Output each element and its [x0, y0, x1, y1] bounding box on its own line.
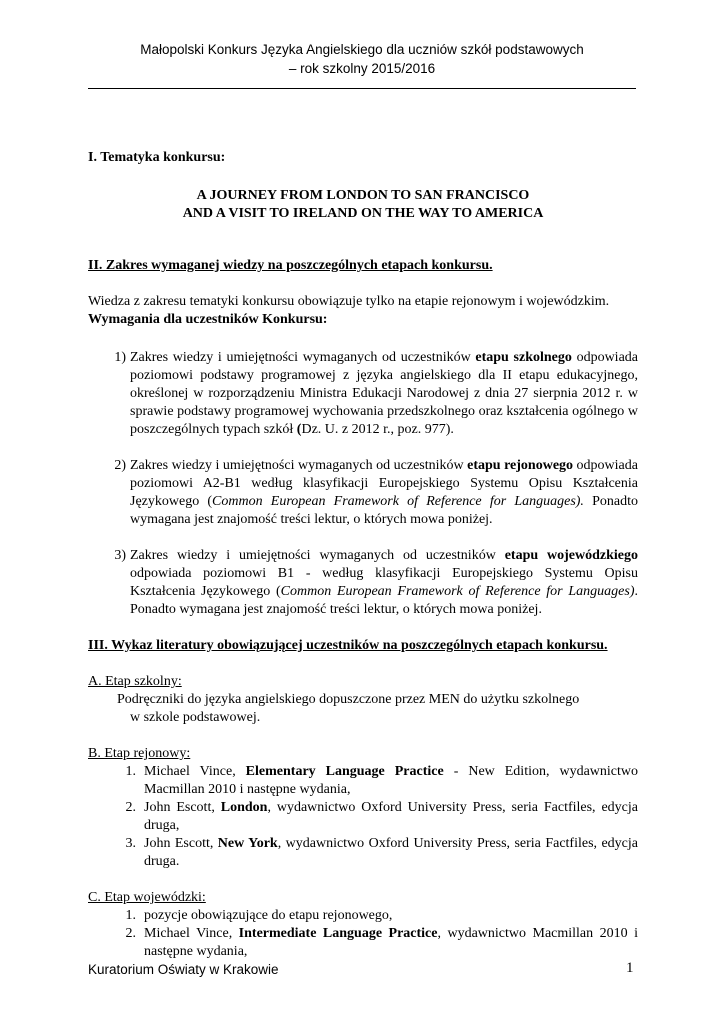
stage-a-label: A. Etap szkolny:: [88, 674, 182, 689]
text-run: Dz. U. z 2012 r., poz. 977).: [301, 422, 454, 437]
framework-name: Common European Framework of Reference for Languages): [280, 584, 635, 599]
intro-text: Wiedza z zakresu tematyki konkursu obowiązuje tylko na etapie rejonowym i wojewódzkim.: [88, 294, 610, 309]
book-title: Intermediate Language Practice: [238, 926, 438, 941]
list-item: [88, 835, 638, 871]
list-item-number: 2.: [125, 800, 136, 815]
book-title: New York: [217, 836, 278, 851]
book-title: London: [220, 800, 268, 815]
page-number: 1: [626, 960, 634, 976]
text-run: odpowiada poziomowi A2-B1 według klasyfikacji Europejskiego Systemu Opisu Kształcenia Językowego (: [130, 458, 638, 509]
title-line-2: AND A VISIT TO IRELAND ON THE WAY TO AMERICA: [182, 206, 544, 221]
requirements-heading: Wymagania dla uczestników Konkursu:: [88, 312, 328, 327]
requirements-list: [88, 349, 638, 619]
header-divider: [88, 88, 636, 89]
section-2-intro: [88, 293, 638, 329]
text-run: - New Edition, wydawnictwo Macmillan 2010 i następne wydania,: [144, 764, 638, 797]
stage-b-list: [88, 763, 638, 871]
list-item-number: 3): [114, 548, 126, 563]
header-line-1: Małopolski Konkurs Języka Angielskiego dla uczniów szkół podstawowych: [140, 42, 584, 57]
list-item: [88, 457, 638, 529]
text-run: odpowiada poziomowi B1 - według klasyfikacji Europejskiego Systemu Opisu Kształcenia Językowego (: [130, 566, 638, 599]
list-item-text: [144, 925, 638, 961]
list-item-text: [144, 799, 638, 835]
text-run: , wydawnictwo Macmillan 2010 i następne wydania,: [144, 926, 638, 959]
list-item-number: 1.: [125, 764, 136, 779]
text-run: pozycje obowiązujące do etapu rejonowego,: [144, 908, 393, 923]
list-item-text: [144, 835, 638, 871]
stage-a-line-2: w szkole podstawowej.: [130, 710, 261, 725]
author: John Escott,: [144, 836, 218, 851]
author: John Escott,: [144, 800, 221, 815]
stage-a-line-1: Podręczniki do języka angielskiego dopuszczone przez MEN do użytku szkolnego: [117, 692, 580, 707]
stage-b-label: B. Etap rejonowy:: [88, 746, 191, 761]
list-item-text: [130, 457, 638, 529]
list-item: [88, 547, 638, 619]
list-item-text: [144, 763, 638, 799]
list-item-number: 1.: [125, 908, 136, 923]
list-item: [88, 925, 638, 961]
list-item-number: 2): [114, 458, 126, 473]
text-run: , wydawnictwo Oxford University Press, seria Factfiles, edycja druga,: [144, 800, 638, 833]
framework-name: Common European Framework of Reference for Languages).: [212, 494, 584, 509]
text-run: , wydawnictwo Oxford University Press, seria Factfiles, edycja druga.: [144, 836, 638, 869]
list-item: [88, 349, 638, 439]
book-title: Elementary Language Practice: [245, 764, 444, 779]
stage-name: etapu wojewódzkiego: [504, 548, 638, 563]
text-run: (: [296, 422, 302, 437]
header-line-2: – rok szkolny 2015/2016: [288, 61, 436, 76]
stage-name: etapu rejonowego: [467, 458, 574, 473]
list-item: [88, 799, 638, 835]
page-header: [88, 40, 636, 78]
list-item-text: [130, 349, 638, 439]
text-run: Zakres wiedzy i umiejętności wymaganych od uczestników: [130, 350, 476, 365]
list-item-number: 3.: [125, 836, 136, 851]
list-item-number: 1): [114, 350, 126, 365]
section-2-heading: II. Zakres wymaganej wiedzy na poszczególnych etapach konkursu.: [88, 258, 493, 273]
text-run: Ponadto wymagana jest znajomość treści lektur, o których mowa poniżej.: [130, 494, 638, 527]
text-run: odpowiada poziomowi podstawy programowej z języka angielskiego dla II etapu edukacyjnego, określonej w rozporządzeniu Ministra Edukacji Narodowej z dnia 27 sierpnia 2012 r. w sprawie podstawy programowej wychowania przedszkolnego oraz kształcenia ogólnego w poszczególnych typach szkół: [130, 350, 638, 437]
title-line-1: A JOURNEY FROM LONDON TO SAN FRANCISCO: [196, 188, 530, 203]
list-item-text: [144, 907, 638, 925]
section-3-heading: III. Wykaz literatury obowiązującej uczestników na poszczególnych etapach konkursu.: [88, 638, 608, 653]
author: Michael Vince,: [144, 926, 239, 941]
stage-c-label: C. Etap wojewódzki:: [88, 890, 206, 905]
text-run: . Ponadto wymagana jest znajomość treści lektur, o których mowa poniżej.: [130, 584, 638, 617]
stage-name: etapu szkolnego: [475, 350, 572, 365]
footer-institution: Kuratorium Oświaty w Krakowie: [88, 962, 279, 977]
competition-theme-title: [88, 187, 638, 223]
list-item: [88, 907, 638, 925]
section-1-heading: I. Tematyka konkursu:: [88, 150, 226, 165]
list-item-text: [130, 547, 638, 619]
stage-c-list: [88, 907, 638, 961]
list-item-number: 2.: [125, 926, 136, 941]
document-body: [88, 140, 638, 961]
list-item: [88, 763, 638, 799]
text-run: Zakres wiedzy i umiejętności wymaganych od uczestników: [130, 548, 505, 563]
author: Michael Vince,: [144, 764, 246, 779]
text-run: Zakres wiedzy i umiejętności wymaganych od uczestników: [130, 458, 468, 473]
